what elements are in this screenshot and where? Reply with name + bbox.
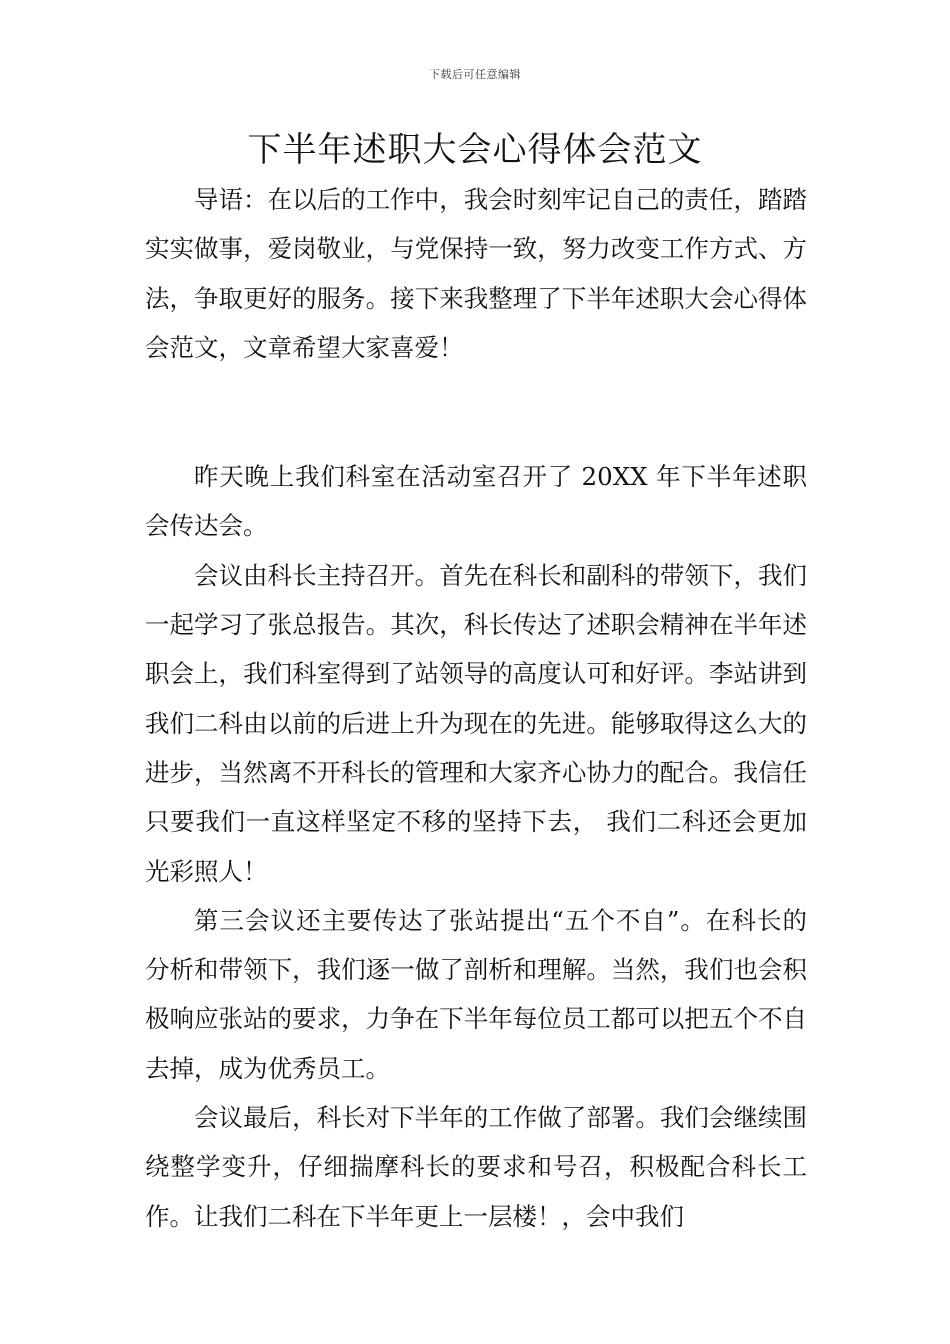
intro-paragraph: 导语：在以后的工作中，我会时刻牢记自己的责任，踏踏实实做事，爱岗敬业，与党保持一致，努力改变工作方式、方法，争取更好的服务。接下来我整理了下半年述职大会心得体会范文，文章希望大家喜爱！: [145, 185, 807, 362]
body-paragraph: 会议由科长主持召开。首先在科长和副科的带领下，我们一起学习了张总报告。其次，科长传达了述职会精神在半年述职会上，我们科室得到了站领导的高度认可和好评。李站讲到我们二科由以前的后进上升为现在的先进。能够取得这么大的进步，当然离不开科长的管理和大家齐心协力的配合。我信任只要我们一直这样坚定不移的坚持下去， 我们二科还会更加光彩照人！: [145, 560, 807, 886]
header-note: 下载后可任意编辑: [429, 68, 521, 81]
document-body: [145, 175, 807, 1241]
paragraph-gap: [145, 372, 807, 452]
body-paragraph: 会议最后，科长对下半年的工作做了部署。我们会继续围绕整学变升，仔细揣摩科长的要求和号召，积极配合科长工作。让我们二科在下半年更上一层楼！，会中我们: [145, 1103, 807, 1231]
document-title: 下半年述职大会心得体会范文: [247, 130, 703, 170]
body-paragraph: 第三会议还主要传达了张站提出“五个不自”。在科长的分析和带领下，我们逐一做了剖析和理解。当然，我们也会积极响应张站的要求，力争在下半年每位员工都可以把五个不自去掉，成为优秀员工。: [145, 905, 807, 1083]
body-paragraph: 昨天晚上我们科室在活动室召开了 20XX 年下半年述职会传达会。: [145, 462, 807, 541]
